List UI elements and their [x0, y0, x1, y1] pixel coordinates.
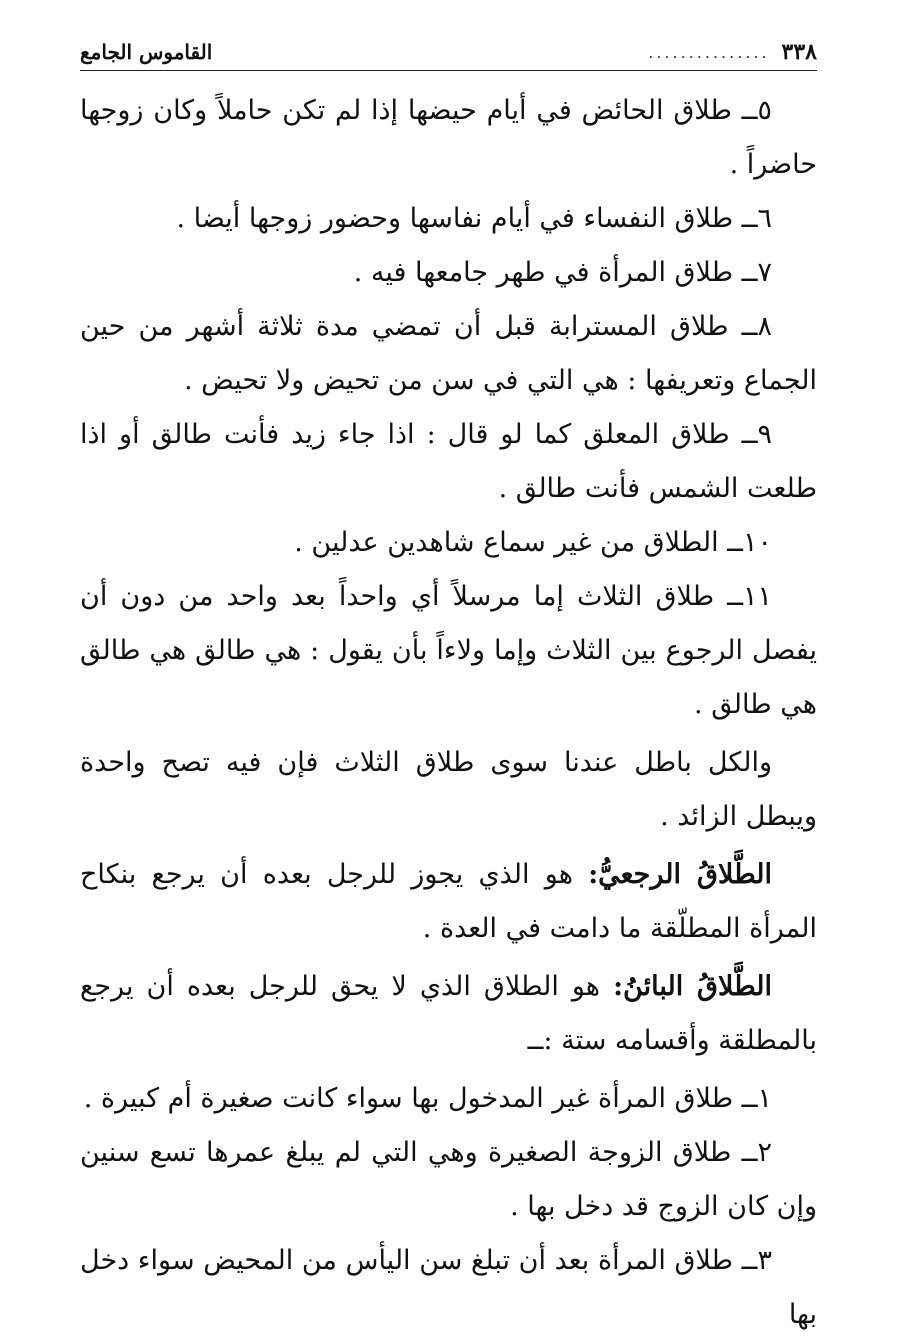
paragraph-text: ١٠ــ الطلاق من غير سماع شاهدين عدلين .: [294, 527, 772, 558]
paragraph-text: ١ــ طلاق المرأة غير المدخول بها سواء كانت صغيرة أم كبيرة .: [83, 1083, 772, 1114]
paragraph-item-10: [80, 516, 817, 570]
paragraph-item-b3: [80, 1234, 817, 1342]
paragraph-text: ٩ــ طلاق المعلق كما لو قال : اذا جاء زيد فأنت طالق أو اذا طلعت الشمس فأنت طالق .: [80, 419, 817, 504]
paragraph-item-7: [80, 246, 817, 300]
paragraph-text: ٨ــ طلاق المسترابة قبل أن تمضي مدة ثلاثة أشهر من حين الجماع وتعريفها : هي التي في سن من تحيض ولا تحيض .: [80, 311, 817, 396]
paragraph-item-b1: [80, 1072, 817, 1126]
paragraph-item-9: [80, 408, 817, 516]
page-body: [80, 84, 817, 1342]
paragraph-item-11: [80, 570, 817, 732]
paragraph-text: ١١ــ طلاق الثلاث إما مرسلاً أي واحداً بعد واحد من دون أن يفصل الرجوع بين الثلاث وإما ولاءاً بأن يقول : هي طالق هي طالق هي طالق .: [80, 581, 817, 720]
paragraph-text: ٥ــ طلاق الحائض في أيام حيضها إذا لم تكن حاملاً وكان زوجها حاضراً .: [80, 95, 817, 180]
paragraph-text: والكل باطل عندنا سوى طلاق الثلاث فإن فيه تصح واحدة ويبطل الزائد .: [80, 747, 817, 832]
definition-term: الطَّلاقُ الرجعيُّ:: [588, 859, 772, 890]
definition-term: الطَّلاقُ البائنُ:: [613, 971, 772, 1002]
definition-revocable-divorce: [80, 848, 817, 956]
book-title: القاموس الجامع: [80, 40, 213, 64]
definition-text: هو الطلاق الذي لا يحق للرجل بعده أن يرجع بالمطلقة وأقسامه ستة :ــ: [80, 971, 817, 1056]
page-number: ٣٣٨: [781, 39, 817, 65]
paragraph-ruling: [80, 736, 817, 844]
paragraph-item-b2: [80, 1126, 817, 1234]
definition-irrevocable-divorce: [80, 960, 817, 1068]
paragraph-text: ٦ــ طلاق النفساء في أيام نفاسها وحضور زوجها أيضا .: [176, 203, 772, 234]
paragraph-text: ٣ــ طلاق المرأة بعد أن تبلغ سن اليأس من المحيض سواء دخل بها: [80, 1245, 817, 1330]
paragraph-text: ٧ــ طلاق المرأة في طهر جامعها فيه .: [353, 257, 772, 288]
definition-text: هو الذي يجوز للرجل بعده أن يرجع بنكاح المرأة المطلّقة ما دامت في العدة .: [80, 859, 817, 944]
paragraph-text: ٢ــ طلاق الزوجة الصغيرة وهي التي لم يبلغ عمرها تسع سنين وإن كان الزوج قد دخل بها .: [80, 1137, 817, 1222]
running-header: [80, 34, 817, 71]
dot-leader: ...............: [648, 42, 770, 62]
paragraph-item-6: [80, 192, 817, 246]
paragraph-item-5: [80, 84, 817, 192]
paragraph-item-8: [80, 300, 817, 408]
